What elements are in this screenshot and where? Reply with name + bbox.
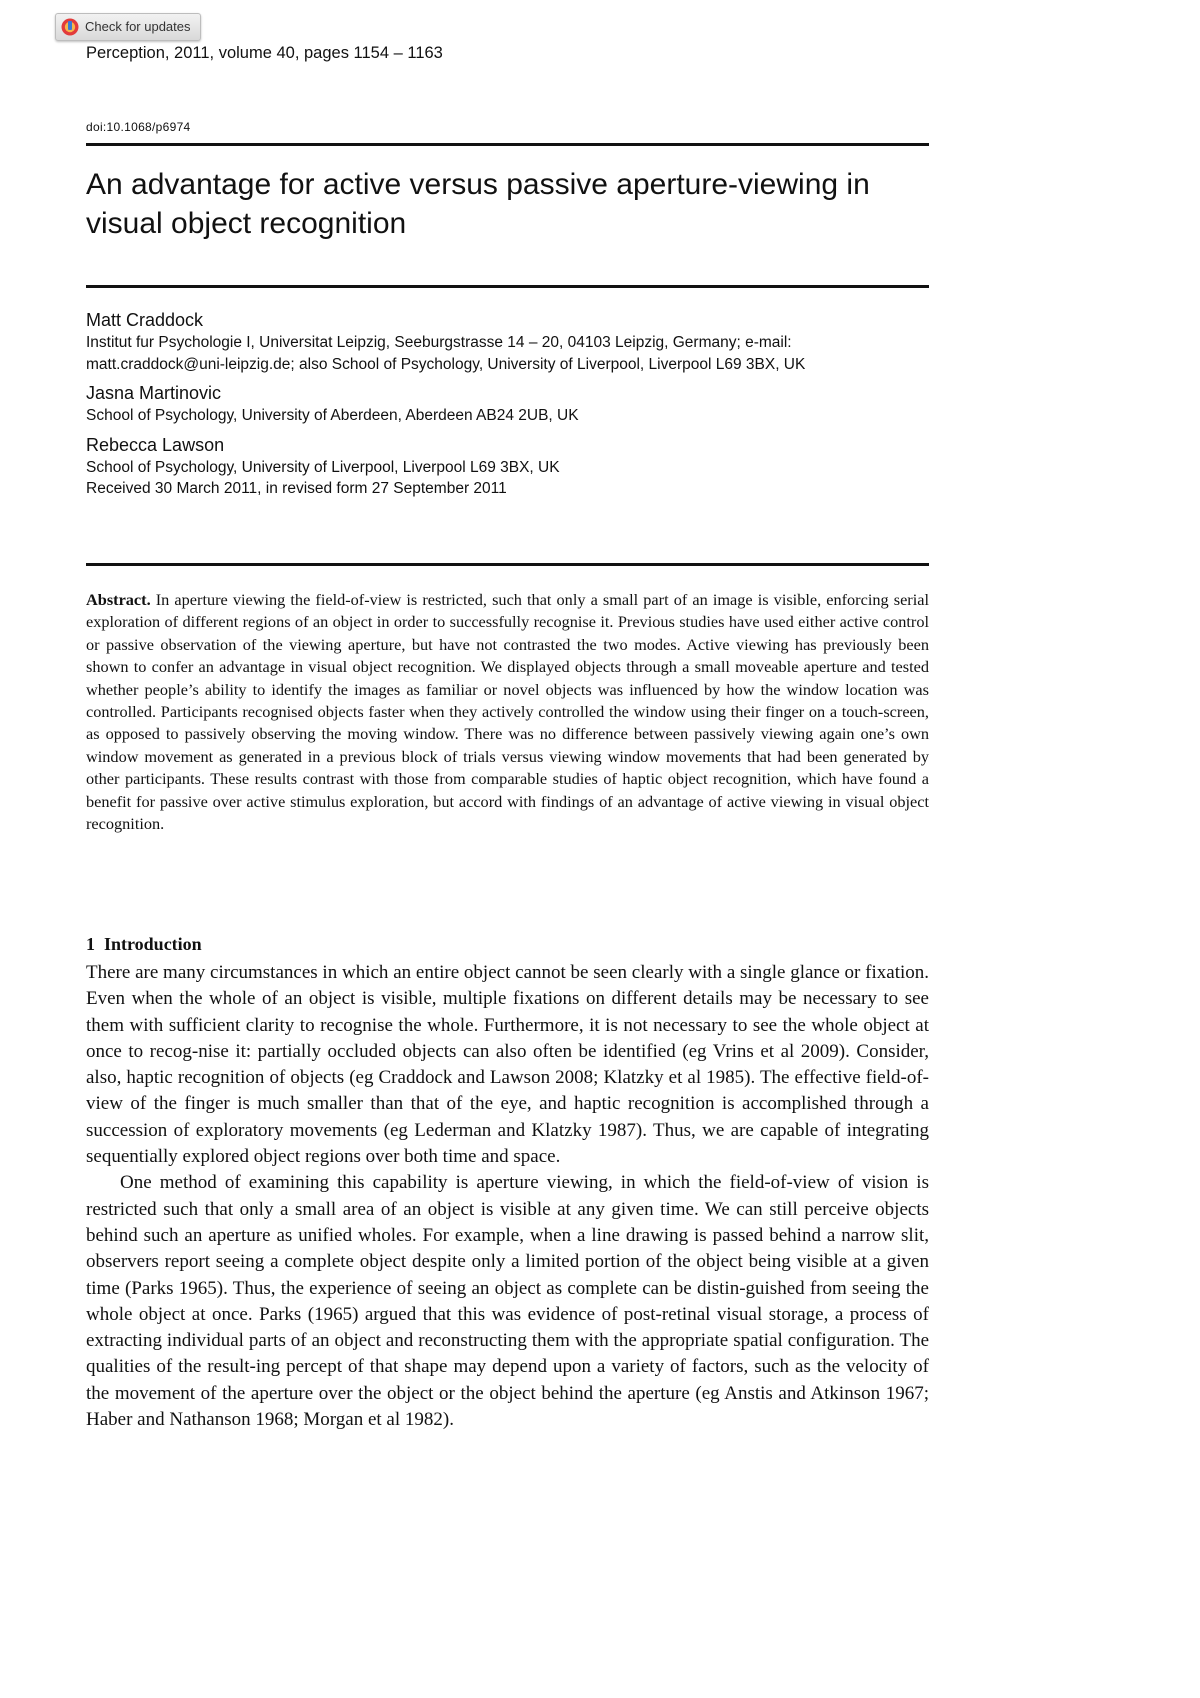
check-for-updates-label: Check for updates [85,19,191,34]
abstract-rule [86,563,929,566]
author-name: Matt Craddock [86,310,204,330]
crossmark-icon [61,18,79,36]
section-heading [86,934,202,955]
abstract-text: In aperture viewing the field-of-view is restricted, such that only a small part of an image is visible, enforcing serial exploration of different regions of an object in order to successfully recognise it. Previous studies have used either active control or passive observation of the viewing aperture, but have not contrasted the two modes. Active viewing has previously been shown to confer an advantage in visual object recognition. We displayed objects through a small moveable aperture and tested whether people’s ability to identify the images as familiar or novel objects was influenced by how the window location was controlled. Participants recognised objects faster when they actively controlled the window using their finger on a touch-screen, as opposed to passively observing the moving window. There was no difference between passively viewing again one’s own window movement as generated in a previous block of trials versus viewing window movements that had been generated by other participants. These results contrast with those from comparable studies of haptic object recognition, which have found a benefit for passive over active stimulus exploration, but accord with findings of an advantage of active viewing in visual object recognition. [86,590,929,834]
author-affiliation: School of Psychology, University of Liverpool, Liverpool L69 3BX, UK [86,458,560,476]
abstract-label: Abstract. [86,590,151,609]
header-rule [86,143,929,146]
paper-title: An advantage for active versus passive aperture-viewing in visual object recognition [86,168,870,240]
body-text [86,960,929,1433]
author-name: Jasna Martinovic [86,383,222,403]
doi[interactable]: doi:10.1068/p6974 [86,120,191,134]
received-date: Received 30 March 2011, in revised form 27 September 2011 [86,480,507,497]
section-number: 1 [86,934,95,954]
abstract [86,589,929,835]
author-name: Rebecca Lawson [86,434,225,455]
journal-citation: Perception, 2011, volume 40, pages 1154 – 1163 [86,44,443,62]
author-affiliation: School of Psychology, University of Aberdeen, Aberdeen AB24 2UB, UK [86,407,579,424]
author-block [86,308,946,500]
check-for-updates-button[interactable] [55,13,201,41]
paragraph: There are many circumstances in which an entire object cannot be seen clearly with a single glance or fixation. Even when the whole of an object is visible, multiple fixations on different details may be necessary to see them with sufficient clarity to recognise the whole. Furthermore, it is not necessary to see the whole object at once to recog-nise it: partially occluded objects can also often be identified (eg Vrins et al 2009). Consider, also, haptic recognition of objects (eg Craddock and Lawson 2008; Klatzky et al 1985). The effective field-of-view of the finger is much smaller than that of the eye, and haptic recognition is accomplished through a succession of exploratory movements (eg Lederman and Klatzky 1987). Thus, we are capable of integrating sequentially explored object regions over both time and space. [86,962,929,1168]
section-title: Introduction [104,934,202,954]
paragraph: One method of examining this capability is aperture viewing, in which the field-of-view of vision is restricted such that only a small area of an object is visible at any given time. We can still perceive objects behind such an aperture as unified wholes. For example, when a line drawing is passed behind a narrow slit, observers report seeing a complete object despite only a limited portion of the object being visible at a given time (Parks 1965). Thus, the experience of seeing an object as complete can be distin-guished from seeing the whole object at once. Parks (1965) argued that this was evidence of post-retinal visual storage, a process of extracting individual parts of an object and reconstructing them with the appropriate spatial configuration. The qualities of the result-ing percept of that shape may depend upon a variety of factors, such as the velocity of the movement of the aperture over the object or the object behind the aperture (eg Anstis and Atkinson 1967; Haber and Nathanson 1968; Morgan et al 1982). [86,1172,929,1431]
title-rule [86,285,929,288]
author-affiliation: Institut fur Psychologie I, Universitat Leipzig, Seeburgstrasse 14 – 20, 04103 Leipzig, Germany; e-mail: matt.craddock@uni-leipzig.de; also School of Psychology, University of Liverpool, Liverpool L69 3BX, UK [86,334,806,373]
